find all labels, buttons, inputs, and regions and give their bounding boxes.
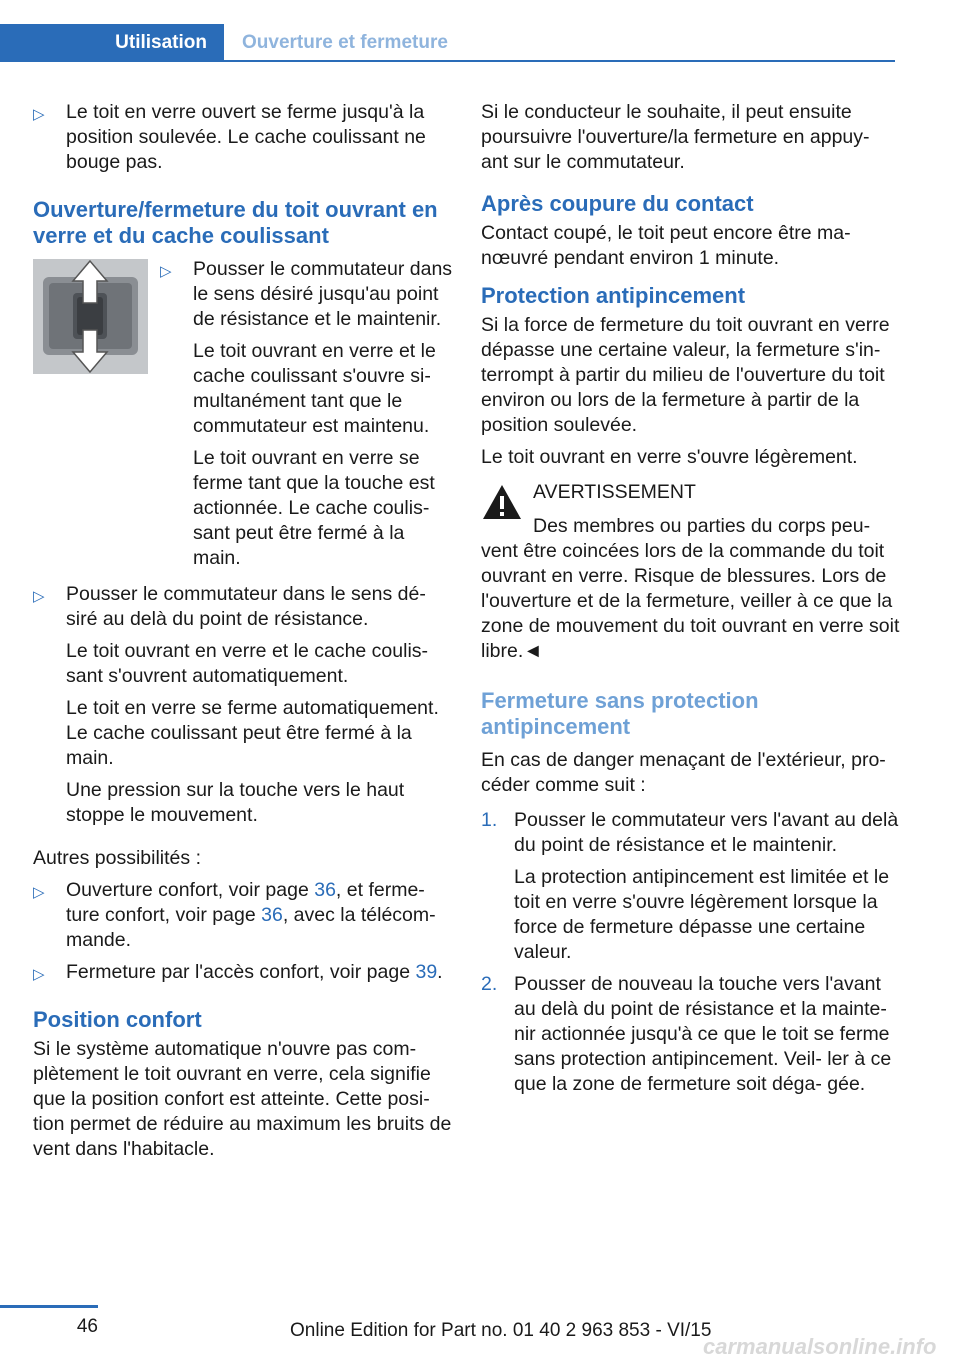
bullet-triangle-icon: ▷ <box>33 966 45 983</box>
item-number: 2. <box>481 973 498 995</box>
section-heading: Ouverture/fermeture du toit ouvrant en verre et du cache coulissant <box>33 197 438 248</box>
list-item-text: Le toit ouvrant en verre et le cache coulissant s'ouvre si- multanément tant que le commutateur est maintenu. <box>193 340 436 437</box>
list-item-text: Pousser le commutateur dans le sens désiré jusqu'au point de résistance et le maintenir. <box>193 258 453 330</box>
list-item-text: Une pression sur la touche vers le haut stoppe le mouvement. <box>66 779 405 826</box>
list-item-text: Le toit en verre ouvert se ferme jusqu'à la position soulevée. Le cache coulissant ne bouge pas. <box>66 101 426 173</box>
tab-utilisation-label: Utilisation <box>115 32 207 53</box>
roof-switch-image <box>33 259 148 374</box>
numbered-item <box>481 972 901 1097</box>
paragraph: En cas de danger menaçant de l'extérieur, pro- céder comme suit : <box>481 749 886 796</box>
section-heading: Fermeture sans protection antipincement <box>481 688 759 739</box>
list-item <box>33 878 453 953</box>
page-link-39[interactable]: 39 <box>415 961 438 983</box>
list-item <box>160 257 453 571</box>
list-item-text: La protection antipincement est limitée et le toit en verre s'ouvre légèrement lorsque la force de fermeture dépasse une certaine valeur. <box>514 866 890 963</box>
bullet-triangle-icon: ▷ <box>33 884 45 901</box>
list-item <box>33 960 453 985</box>
header-divider <box>0 60 895 62</box>
numbered-item <box>481 808 901 965</box>
page-link-36-b[interactable]: 36 <box>261 904 283 926</box>
list-item-text: Pousser de nouveau la touche vers l'avant au delà du point de résistance et la mainte- nir actionnée jusqu'à ce que le toit se ferme sans protection antipincement. Veil- ler à ce que la zone de fermeture soit déga- gée. <box>514 973 892 1095</box>
list-item-text: Pousser le commutateur dans le sens dé- siré au delà du point de résistance. <box>66 583 426 630</box>
section-heading: Position confort <box>33 1007 202 1032</box>
section-heading: Après coupure du contact <box>481 191 754 216</box>
item-number: 1. <box>481 809 498 831</box>
figure-row <box>33 257 453 578</box>
paragraph: Si la force de fermeture du toit ouvrant en verre dépasse une certaine valeur, la fermeture s'in- terrompt à partir du milieu de l'ouverture du toit environ ou lors de la fermeture à partir de la position soulevée. <box>481 314 890 436</box>
left-column <box>33 100 453 1169</box>
bullet-triangle-icon: ▷ <box>33 106 45 123</box>
right-column <box>481 100 901 1104</box>
text-fragment: Fermeture par l'accès confort, voir page <box>66 961 416 983</box>
edition-text: Online Edition for Part no. 01 40 2 963 853 - VI/15 <box>290 1320 712 1341</box>
page-number: 46 <box>76 1316 98 1337</box>
list-item-text: Le toit en verre se ferme automatiquement. Le cache coulissant peut être fermé à la main. <box>66 697 439 769</box>
watermark: carmanualsonline.info <box>703 1334 937 1359</box>
tab-ouverture-fermeture[interactable] <box>242 24 448 62</box>
footer-divider <box>0 1305 98 1308</box>
list-item-text: Pousser le commutateur vers l'avant au delà du point de résistance et le maintenir. <box>514 809 899 856</box>
tab-ouverture-label: Ouverture et fermeture <box>242 32 448 53</box>
section-heading: Protection antipincement <box>481 283 746 308</box>
tab-utilisation[interactable] <box>0 24 224 62</box>
text-fragment: , avec la télécom- mande. <box>66 904 436 951</box>
warning-triangle-icon <box>481 483 523 521</box>
list-item-text: Le toit ouvrant en verre et le cache coulis- sant s'ouvrent automatiquement. <box>66 640 429 687</box>
text-fragment: , et ferme- ture confort, voir page <box>66 879 425 926</box>
paragraph: Autres possibilités : <box>33 847 201 869</box>
switch-illustration-icon <box>33 259 148 374</box>
warning-text: Des membres ou parties du corps peu- vent être coincées lors de la commande du toit ouvrant en verre. Risque de blessures. Lors de l'ouverture et de la fermeture, veiller à ce que la zone de mouvement du toit ouvrant en verre soit libre.◄ <box>481 515 900 662</box>
list-item-text <box>66 960 453 985</box>
paragraph: Si le système automatique n'ouvre pas com- plètement le toit ouvrant en verre, cela signifie que la position confort est atteinte. Cette posi- tion permet de réduire au maximum les bruits de vent dans l'habitacle. <box>33 1038 452 1160</box>
list-item-text: Le toit ouvrant en verre se ferme tant que la touche est actionnée. Le cache coulis- sant peut être fermé à la main. <box>193 447 435 569</box>
bullet-triangle-icon: ▷ <box>160 263 172 280</box>
list-item <box>33 582 453 828</box>
bullet-triangle-icon: ▷ <box>33 588 45 605</box>
paragraph: Si le conducteur le souhaite, il peut ensuite poursuivre l'ouverture/la fermeture en appuy- ant sur le commutateur. <box>481 101 870 173</box>
paragraph: Contact coupé, le toit peut encore être ma- nœuvré pendant environ 1 minute. <box>481 222 851 269</box>
paragraph: Le toit ouvrant en verre s'ouvre légèrement. <box>481 446 858 468</box>
list-item-text <box>66 878 453 953</box>
page-link-36[interactable]: 36 <box>314 879 336 901</box>
list-item <box>33 100 453 175</box>
warning-title: AVERTISSEMENT <box>533 481 696 503</box>
text-fragment: . <box>437 961 443 983</box>
text-fragment: Ouverture confort, voir page <box>66 879 315 901</box>
